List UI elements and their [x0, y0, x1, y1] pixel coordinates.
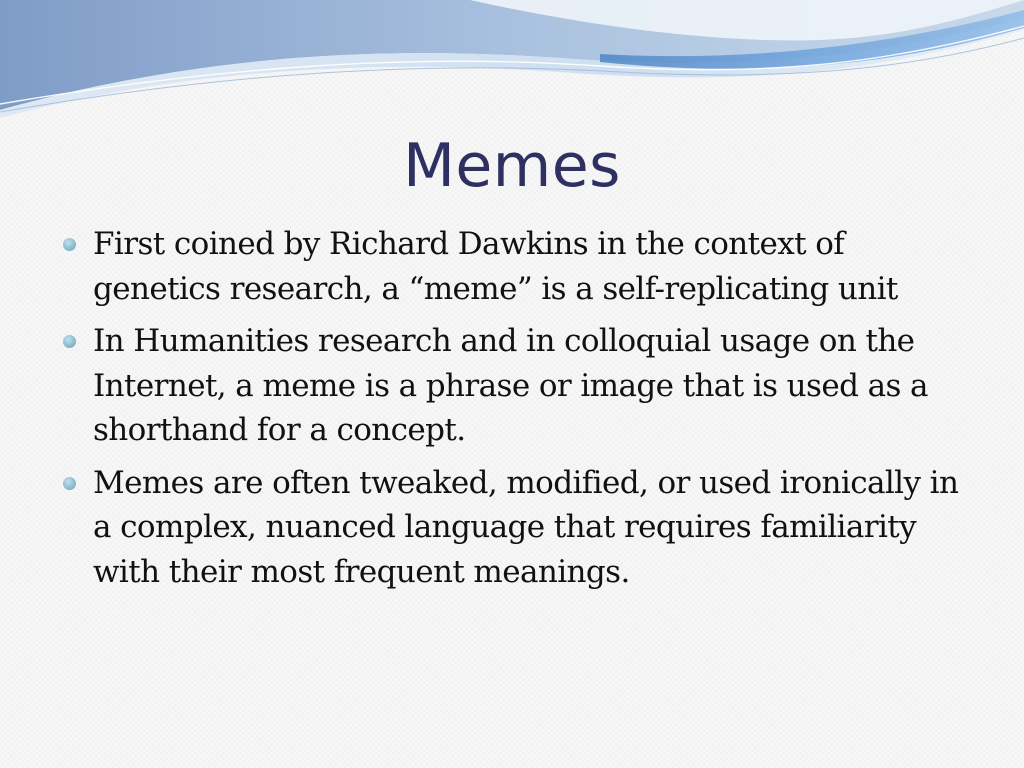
- bullet-text: In Humanities research and in colloquial usage on the Internet, a meme is a phrase or image that is used as a shorthand for a concept.: [93, 323, 928, 448]
- bullet-item: [60, 319, 960, 453]
- bullet-icon: [63, 238, 76, 251]
- slide-title: Memes: [403, 131, 621, 201]
- bullet-item: [60, 222, 960, 311]
- bullet-list: [60, 222, 960, 602]
- bullet-item: [60, 461, 960, 595]
- header-wave-decoration: [0, 0, 1024, 130]
- bullet-icon: [63, 477, 76, 490]
- bullet-text: Memes are often tweaked, modified, or used ironically in a complex, nuanced language that requires familiarity with their most frequent meanings.: [93, 464, 959, 590]
- bullet-text: First coined by Richard Dawkins in the context of genetics research, a “meme” is a self-replicating unit: [93, 226, 898, 307]
- bullet-icon: [63, 335, 76, 348]
